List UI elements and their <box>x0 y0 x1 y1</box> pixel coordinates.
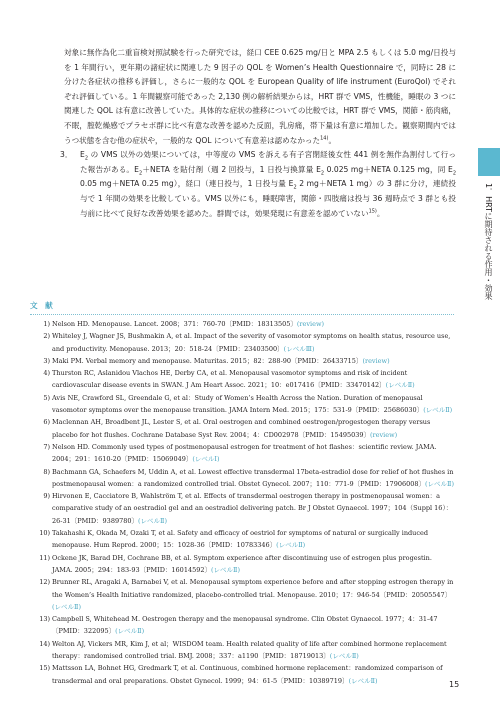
evidence-level-label: (レベルⅡ) <box>425 479 455 488</box>
reference-text: Hirvonen E, Cacciatore B, Wahlström T, et al. Effects of transdermal oestrogen therapy in postmenopausal women：a comparative study of an oestradiol gel and an oestradiol delivering patch. Br J Obstet Gynaecol. 1997；104（Suppl 16）：26-31〔PMID：9389780〕 <box>52 492 453 525</box>
reference-text: Nelson HD. Menopause. Lancet. 2008；371：760-70〔PMID：18313505〕 <box>52 320 297 328</box>
reference-text: Avis NE, Crawford SL, Greendale G, et al：Study of Women’s Health Across the Nation. Duration of menopausal vasomotor symptoms over the menopause transition. JAMA Intern Med. 2015；175：531-9〔PMID：25686030〕 <box>52 393 424 415</box>
reference-item <box>30 392 454 417</box>
evidence-level-label: (review) <box>296 320 325 328</box>
evidence-level-label: (レベルⅡ) <box>329 652 359 661</box>
references-list <box>30 318 454 687</box>
reference-item <box>30 367 454 392</box>
evidence-level-label: (レベルⅡ) <box>138 516 167 525</box>
section-side-label: 1．HRTに期待される作用・効果 <box>484 183 493 300</box>
reference-item <box>30 330 454 355</box>
reference-item <box>30 490 454 527</box>
reference-text: Nelson HD. Commonly used types of postmenopausal estrogen for treatment of hot flashes：scientific review. JAMA. 2004；291：1610-20〔PMID：15069049〕 <box>52 442 437 464</box>
reference-text: Welton AJ, Vickers MR, Kim J, et al；WISDOM team. Health related quality of life after combined hormone replacement therapy：randomised controlled trial. BMJ. 2008；337：a1190〔PMID：18719013〕 <box>52 639 447 661</box>
reference-text: Takahashi K, Okada M, Ozaki T, et al. Safety and efficacy of oestriol for symptoms of natural or surgically induced menopause. Hum Reprod. 2000；15：1028-36〔PMID：10783346〕 <box>52 529 429 550</box>
reference-number: 2) <box>43 332 50 341</box>
reference-number: 10) <box>39 529 50 538</box>
evidence-level-label: (レベルⅡ) <box>423 406 453 415</box>
reference-item <box>30 527 454 552</box>
evidence-level-label: (レベルⅡ) <box>276 541 306 550</box>
item3-sub-c: 2 <box>320 170 325 177</box>
evidence-level-label: (レベルⅡ) <box>52 602 81 611</box>
reference-text: Brunner RL, Aragaki A, Barnabei V, et al. Menopausal symptom experience before and after stopping estrogen therapy in the Women’s Health Initiative randomized, placebo-controlled trial. Menopause. 2010；17：946-54〔PMID：20505547〕 <box>52 578 454 599</box>
item3-text-a: E <box>80 150 85 160</box>
list-item-3 <box>60 148 456 221</box>
reference-number: 15) <box>39 664 50 673</box>
reference-number: 13) <box>39 615 50 624</box>
item3-sub-a: 2 <box>84 155 88 162</box>
evidence-level-label: (レベルⅡ) <box>115 627 145 636</box>
reference-text: Whiteley J, Wagner JS, Bushmakin A, et al. Impact of the severity of vasomotor symptoms on health status, resource use, and productivity. Menopause. 2013；20：518-24〔PMID：23403500〕 <box>52 332 451 353</box>
evidence-level-label: (review) <box>362 356 390 365</box>
reference-number: 1) <box>43 320 50 328</box>
chapter-tab-label <box>469 130 495 139</box>
item3-text-f: 2 mg＋NETA 1 mg）の 3 群に分け，連続投与で 1 年間の効果を比較している。VMS 以外にも，睡眠障害，関節・四肢痛は投与 36 週時点で 3 群とも投与前に比べて良好な改善効果を認めた。群間では，効果発現に有意差を認めていない <box>80 179 456 218</box>
evidence-level-label: (review) <box>370 430 398 439</box>
reference-number: 4) <box>43 369 50 378</box>
citation-15: 15) <box>368 208 377 214</box>
reference-text: Thurston RC, Aslanidou Vlachos HE, Derby CA, et al. Menopausal vasomotor symptoms and risk of incident cardiovascular disease events in SWAN. J Am Heart Assoc. 2021；10：e017416〔PMID：33470142〕 <box>52 369 408 390</box>
reference-text: Maclennan AH, Broadbent JL, Lester S, et al. Oral oestrogen and combined oestrogen/progestogen therapy versus placebo for hot flushes. Cochrane Database Syst Rev. 2004；4：CD002978〔PMID：15495039〕 <box>52 418 431 439</box>
paragraph-1-end: 。 <box>328 135 337 145</box>
item3-text-c: ＋NETA を貼付剤（週 2 回投与，1 日投与換算量 E <box>142 164 321 174</box>
reference-text: Bachmann GA, Schaefers M, Uddin A, et al. Lowest effective transdermal 17beta-estradiol dose for relief of hot flushes in postmenopausal women：a randomized controlled trial. Obstet Gynecol. 2007；110：771-9〔PMID：17906008〕 <box>52 467 454 488</box>
references-divider <box>30 314 454 315</box>
reference-item <box>30 613 454 638</box>
evidence-level-label: (レベルⅡ) <box>385 381 415 390</box>
reference-item <box>30 638 454 663</box>
item3-text-b: の VMS 以外の効果については，中等度の VMS を訴える有子宮閉経後女性 441 例を無作為割付して行った報告がある。E <box>80 150 456 174</box>
references-heading: 文 献 <box>30 301 53 310</box>
citation-14: 14) <box>320 135 329 142</box>
reference-text: Mattsson LA, Bohnet HG, Gredmark T, et al. Continuous, combined hormone replacement：randomized comparison of transdermal and oral preparations. Obstet Gynecol. 1999；94：61-5〔PMID：10389719〕 <box>52 664 443 685</box>
reference-number: 6) <box>43 418 50 427</box>
reference-number: 3) <box>43 356 50 365</box>
reference-number: 8) <box>43 467 50 476</box>
reference-number: 7) <box>43 442 50 451</box>
reference-item <box>30 552 454 577</box>
chapter-tab <box>478 148 500 176</box>
reference-text: Ockene JK, Barad DH, Cochrane BB, et al. Symptom experience after discontinuing use of estrogen plus progestin. JAMA. 2005；294：183-93〔PMID：16014592〕 <box>52 553 432 574</box>
reference-number: 11) <box>39 553 50 562</box>
page-number: 15 <box>449 680 460 689</box>
body-text <box>60 46 456 221</box>
evidence-level-label: (レベルⅢ) <box>283 344 315 353</box>
item3-sub-e: 2 <box>293 184 297 191</box>
evidence-level-label: (レベルⅠ) <box>192 455 220 464</box>
reference-number: 14) <box>39 639 50 648</box>
chapter-tab-char-2: 論 <box>469 130 479 139</box>
reference-text: Campbell S, Whitehead M. Oestrogen therapy and the menopausal syndrome. Clin Obstet Gynaecol. 1977；4：31-47〔PMID：322095〕 <box>52 615 438 636</box>
paragraph-1-text: 対象に無作為化二重盲検対照試験を行った研究では，経口 CEE 0.625 mg/日と MPA 2.5 もしくは 5.0 mg/日投与を 1 年間行い，更年期の諸症状に関連した 9 因子の QOL を Women’s Health Questionnaire で，同時に 28 に分けた各症状の推移も評価し，さらに一般的な QOL を European Quality of life instrument (EuroQol) でそれぞれ評価している。1 年間観察可能であった 2,130 例の解析結果からは，HRT 群で VMS，性機能，睡眠の 3 つに関連した QOL は有意に改善していた。具体的な症状の推移についての比較では，HRT 群で VMS，関節・筋肉痛，不眠，膣乾燥感でプラセボ群に比べ有意な改善を認めた反面，乳房痛，帯下量は有意に増加した。観察期間内ではうつ状態を含む他の症状や，一般的な QOL について有意差は認めなかった <box>64 48 456 145</box>
reference-item <box>30 576 454 613</box>
item3-sub-d: 2 <box>452 170 456 177</box>
evidence-level-label: (レベルⅡ) <box>211 565 240 574</box>
reference-number: 9) <box>43 492 50 501</box>
reference-number: 5) <box>43 393 50 402</box>
item3-end: 。 <box>376 208 385 218</box>
item3-text-d: 0.025 mg＋NETA 0.125 mg，同 E <box>324 164 453 174</box>
reference-item <box>30 466 454 491</box>
evidence-level-label: (レベルⅡ) <box>348 676 378 685</box>
reference-item <box>30 416 454 441</box>
reference-item <box>30 441 454 466</box>
reference-number: 12) <box>39 578 50 587</box>
list-item-3-number: 3． <box>60 150 73 160</box>
chapter-tab-char-1: 総 <box>483 130 493 139</box>
reference-item <box>30 355 454 367</box>
reference-text: Maki PM. Verbal memory and menopause. Maturitas. 2015；82：288-90〔PMID：26433715〕 <box>52 356 363 365</box>
item3-text-e: 0.05 mg＋NETA 0.25 mg），経口（連日投与，1 日投与量 E <box>80 179 294 189</box>
reference-item <box>30 662 454 687</box>
reference-item <box>30 318 454 330</box>
item3-sub-b: 2 <box>138 170 143 177</box>
paragraph-1 <box>64 46 456 148</box>
